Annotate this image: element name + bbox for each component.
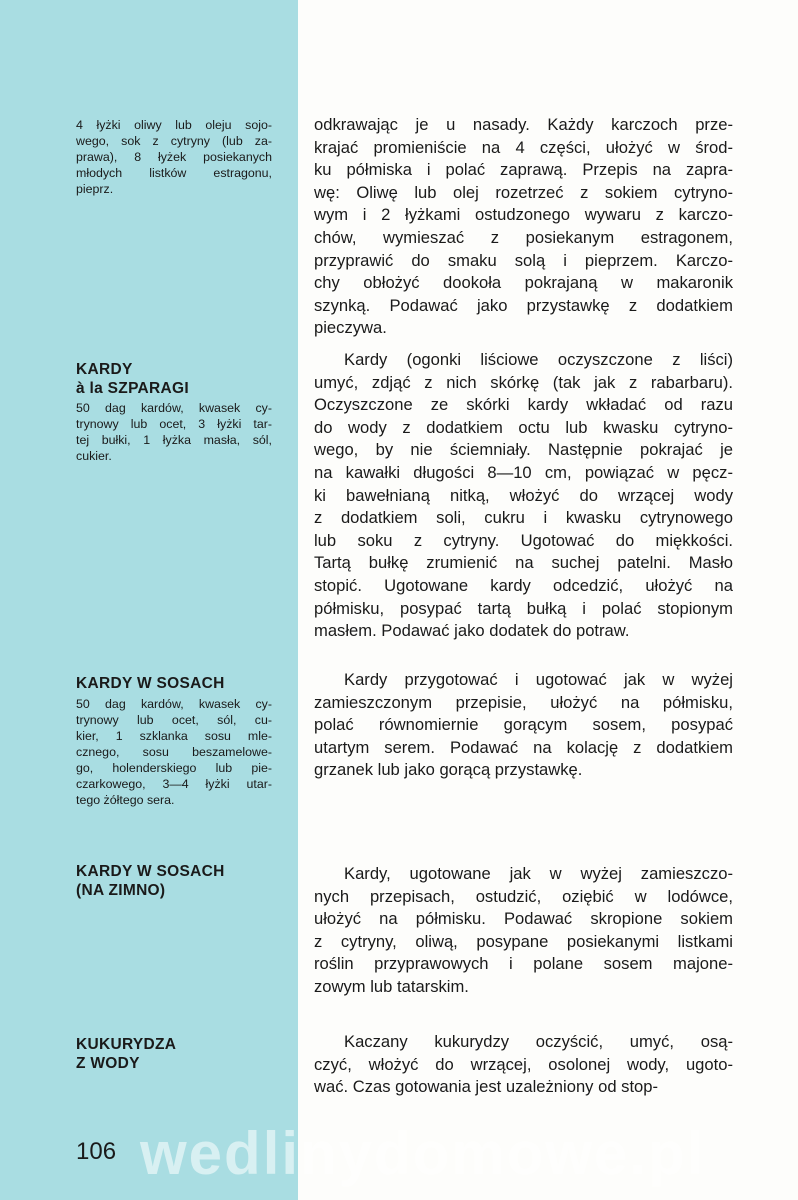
text-line: go, holenderskiego lub pie-: [76, 761, 272, 775]
recipe-paragraph: [314, 114, 733, 340]
text-line: Z WODY: [76, 1055, 140, 1072]
text-line: Kaczany kukurydzy oczyścić, umyć, osą-: [344, 1032, 733, 1051]
text-line: Kardy, ugotowane jak w wyżej zamieszczo-: [344, 864, 733, 883]
recipe-title: [76, 1035, 286, 1073]
text-line: kier, 1 szklanka sosu mle-: [76, 729, 272, 743]
text-line: Kardy (ogonki liściowe oczyszczone z liści): [344, 350, 733, 369]
text-line: KUKURYDZA: [76, 1036, 177, 1053]
text-line: trynowy lub ocet, 3 łyżki tar-: [76, 417, 272, 431]
text-line: KARDY: [76, 361, 133, 378]
text-line: KARDY W SOSACH: [76, 863, 225, 880]
text-line: z cytryny, oliwą, posypane posiekanymi listkami: [314, 931, 733, 951]
recipe-paragraph: [314, 669, 733, 782]
text-line: stopić. Ugotowane kardy odcedzić, ułożyć na: [314, 575, 733, 595]
text-line: Kardy przygotować i ugotować jak w wyżej: [344, 670, 733, 689]
recipe-paragraph: [314, 349, 733, 643]
text-line: cznego, sosu beszamelowe-: [76, 745, 272, 759]
text-line: nych przepisach, ostudzić, oziębić w lodówce,: [314, 886, 733, 906]
watermark: wedlinydomowe.pl: [140, 1120, 706, 1187]
recipe-ingredients: [76, 400, 272, 464]
text-line: polać równomiernie gorącym sosem, posypać: [314, 715, 733, 735]
text-line: trynowy lub ocet, sól, cu-: [76, 713, 272, 727]
recipe-title: [76, 862, 286, 900]
text-line: à la SZPARAGI: [76, 380, 189, 397]
text-line: z dodatkiem soli, cukru i kwasku cytrynowego: [314, 508, 733, 528]
text-line: zamieszczonym przepisie, ułożyć na półmisku,: [314, 692, 733, 712]
text-line: tego żółtego sera.: [76, 793, 175, 807]
text-line: 50 dag kardów, kwasek cy-: [76, 401, 272, 415]
text-line: wym i 2 łyżkami ostudzonego wywaru z karczo-: [314, 205, 733, 225]
text-line: masłem. Podawać jako dodatek do potraw.: [314, 621, 630, 641]
recipe-paragraph: [314, 1031, 733, 1099]
text-line: pieczywa.: [314, 318, 387, 338]
page-number: 106: [76, 1138, 117, 1165]
text-line: czarkowego, 3—4 łyżki utar-: [76, 777, 272, 791]
recipe-paragraph: [314, 863, 733, 999]
text-line: chy obłożyć dookoła pokrajaną w makaronik: [314, 273, 733, 293]
text-line: (NA ZIMNO): [76, 882, 166, 899]
text-line: prawa), 8 łyżek posiekanych: [76, 150, 272, 164]
text-line: Tartą bułkę zrumienić na suchej patelni. Masło: [314, 553, 733, 573]
text-line: tej bułki, 1 łyżka masła, sól,: [76, 433, 272, 447]
recipe-title: [76, 360, 286, 398]
recipe-ingredients: [76, 696, 272, 808]
text-line: chów, wymieszać z posiekanym estragonem,: [314, 227, 733, 247]
text-line: umyć, zdjąć z nich skórkę (tak jak z rabarbaru).: [314, 372, 733, 392]
text-line: pieprz.: [76, 182, 114, 196]
text-line: wać. Czas gotowania jest uzależniony od stop-: [314, 1077, 659, 1097]
recipe-title: [76, 674, 286, 693]
text-line: ułożyć na półmisku. Podawać skropione sokiem: [314, 909, 733, 929]
text-line: 50 dag kardów, kwasek cy-: [76, 697, 272, 711]
text-line: wego, by nie ściemniały. Następnie pokrajać je: [314, 440, 733, 460]
text-line: zowym lub tatarskim.: [314, 976, 469, 996]
text-line: wego, sok z cytryny (lub za-: [76, 134, 272, 148]
text-line: czyć, włożyć do wrzącej, osolonej wody, ugoto-: [314, 1054, 733, 1074]
text-line: półmisku, posypać tartą bułką i polać stopionym: [314, 598, 733, 618]
text-line: cukier.: [76, 449, 112, 463]
text-line: roślin przyprawowych i polane sosem majone-: [314, 954, 733, 974]
text-line: przyprawić do smaku solą i pieprzem. Karczo-: [314, 250, 733, 270]
text-line: grzanek lub jako gorącą przystawkę.: [314, 760, 583, 780]
text-line: szynką. Podawać jako przystawkę z dodatkiem: [314, 295, 733, 315]
text-line: utartym serem. Podawać na kolację z dodatkiem: [314, 737, 733, 757]
text-line: odkrawając je u nasady. Każdy karczoch prze-: [314, 115, 733, 134]
ingredients-continued: [76, 117, 272, 197]
text-line: krajać promieniście na 4 części, ułożyć w środ-: [314, 137, 733, 157]
text-line: KARDY W SOSACH: [76, 675, 225, 692]
text-line: młodych listków estragonu,: [76, 166, 272, 180]
text-line: Oczyszczone ze skórki kardy wkładać od razu: [314, 395, 733, 415]
text-line: na kawałki długości 8—10 cm, powiązać w pęcz-: [314, 462, 733, 482]
text-line: ki bawełnianą nitką, włożyć do wrzącej wody: [314, 485, 733, 505]
text-line: do wody z dodatkiem octu lub kwasku cytryno-: [314, 417, 733, 437]
text-line: wę: Oliwę lub olej rozetrzeć z sokiem cytryno-: [314, 182, 733, 202]
text-line: 4 łyżki oliwy lub oleju sojo-: [76, 118, 272, 132]
text-line: ku półmiska i polać zaprawą. Przepis na zapra-: [314, 160, 733, 180]
text-line: lub soku z cytryny. Ugotować do miękkości.: [314, 530, 733, 550]
